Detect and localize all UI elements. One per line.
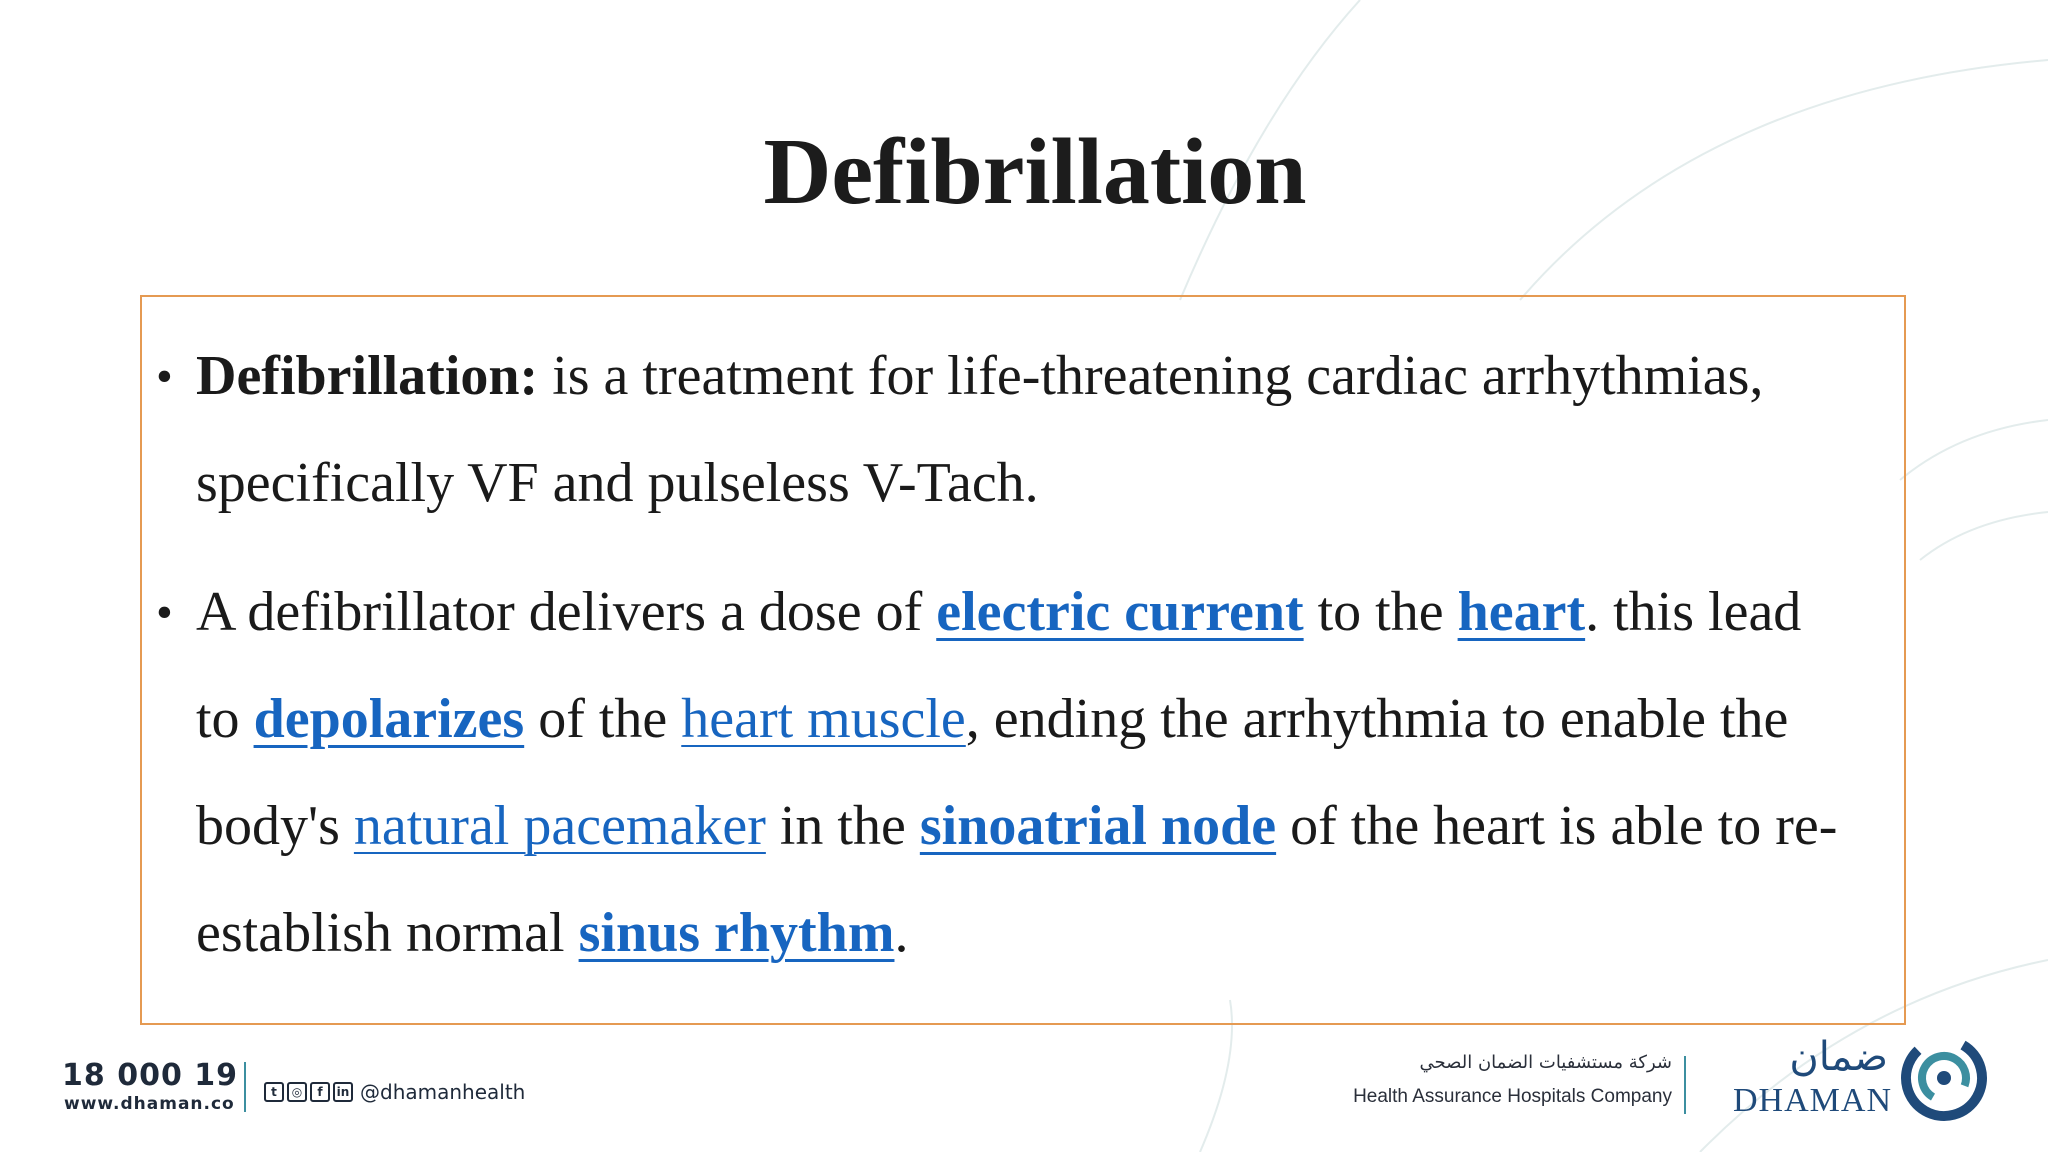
link-sinoatrial-node[interactable]: sinoatrial node: [919, 795, 1277, 857]
text-segment: .: [894, 902, 909, 964]
bullet-text: [196, 323, 1842, 537]
bullet-dot: •: [156, 586, 173, 639]
social-handle[interactable]: @dhamanhealth: [360, 1080, 526, 1104]
company-name-arabic: شركة مستشفيات الضمان الصحي: [1419, 1052, 1672, 1073]
facebook-icon[interactable]: f: [310, 1082, 330, 1102]
term-defibrillation: Defibrillation:: [196, 345, 539, 407]
linkedin-icon[interactable]: in: [333, 1082, 353, 1102]
text-segment: in the: [765, 795, 920, 857]
bullet-item: [142, 323, 1842, 537]
link-natural-pacemaker[interactable]: natural pacemaker: [353, 795, 766, 857]
link-heart-muscle[interactable]: heart muscle: [681, 688, 966, 750]
footer-branding: [1353, 1018, 1988, 1119]
bullet-item: [142, 559, 1842, 987]
instagram-icon[interactable]: ◎: [287, 1082, 307, 1102]
footer-divider: [244, 1062, 246, 1112]
twitter-icon[interactable]: t: [264, 1082, 284, 1102]
brand-name-arabic: ضمان: [1789, 1034, 1888, 1080]
text-segment: to the: [1303, 581, 1458, 643]
link-heart[interactable]: heart: [1457, 581, 1586, 643]
phone-number: 18 000 19: [62, 1058, 239, 1093]
social-row: [264, 1080, 525, 1104]
page-title: Defibrillation: [763, 120, 1307, 224]
text-segment: is a treatment for life-threatening cardiac arrhythmias, specifically VF and pulseless V-Tach.: [196, 345, 1764, 514]
dhaman-logo-icon: [1900, 1034, 1988, 1122]
link-electric-current[interactable]: electric current: [936, 581, 1304, 643]
bullet-dot: •: [156, 350, 173, 403]
link-sinus-rhythm[interactable]: sinus rhythm: [578, 902, 895, 964]
bullet-text: [196, 559, 1842, 987]
website-link[interactable]: www.dhaman.co: [64, 1094, 235, 1114]
link-depolarizes[interactable]: depolarizes: [253, 688, 525, 750]
content-box: [140, 295, 1906, 1025]
text-segment: . this lead to: [196, 581, 1802, 750]
brand-name-english: DHAMAN: [1733, 1082, 1892, 1119]
footer-divider: [1684, 1056, 1686, 1114]
company-name-english: Health Assurance Hospitals Company: [1353, 1086, 1672, 1107]
text-segment: of the heart is able to re-establish normal: [196, 795, 1838, 964]
text-segment: A defibrillator delivers a dose of: [196, 581, 937, 643]
text-segment: , ending the arrhythmia to enable the body's: [196, 688, 1789, 857]
text-segment: of the: [524, 688, 682, 750]
